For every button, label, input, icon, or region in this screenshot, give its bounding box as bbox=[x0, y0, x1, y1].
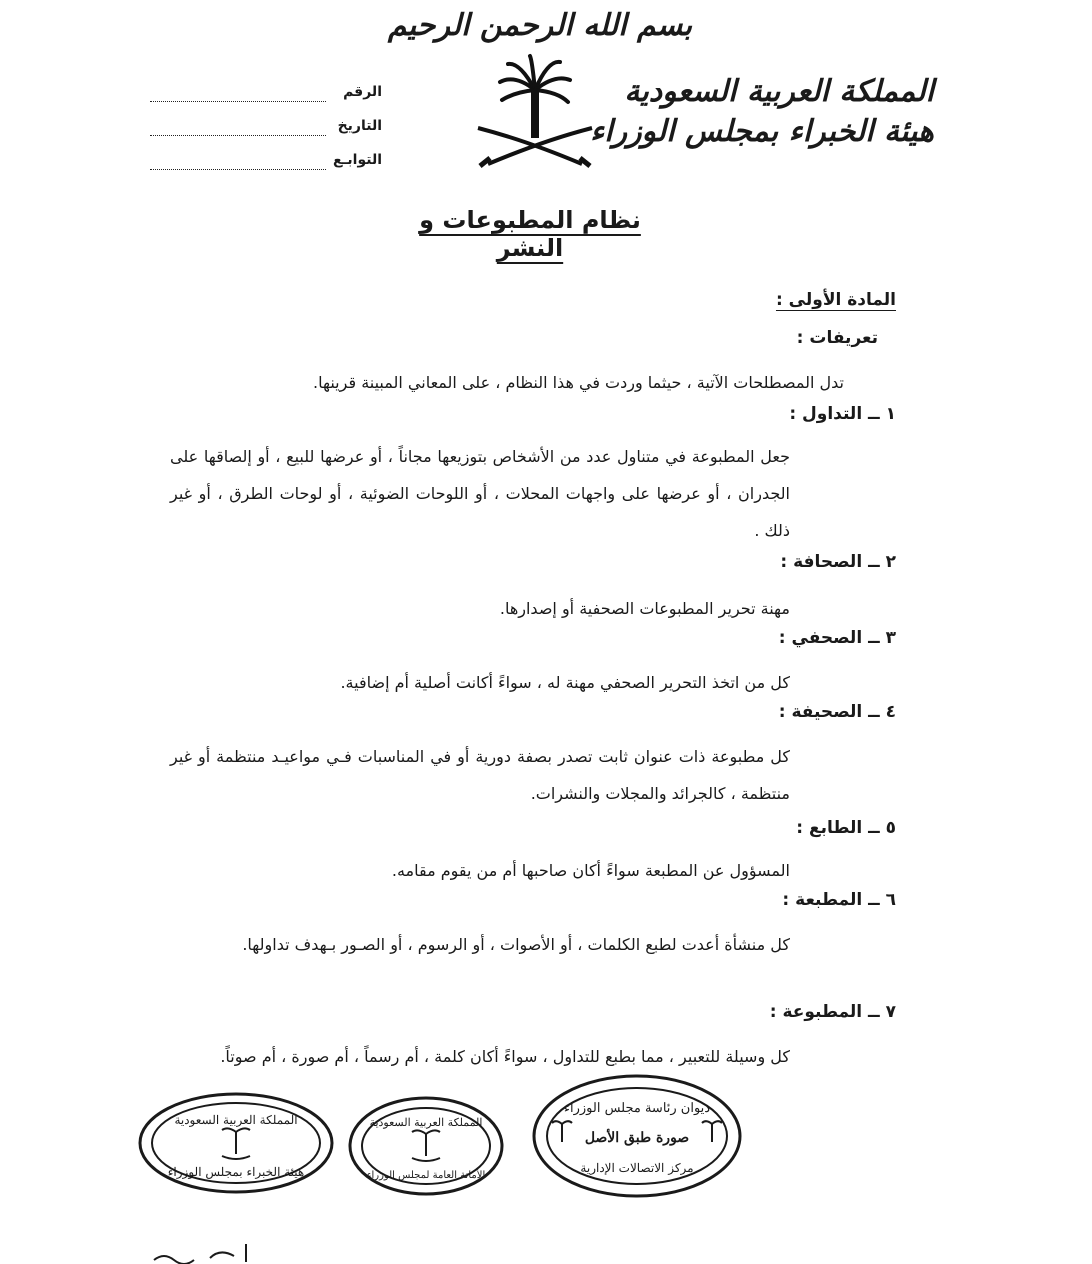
stamp-cabinet-presidency bbox=[530, 1072, 744, 1200]
ministry-line-1: المملكة العربية السعودية bbox=[624, 74, 934, 109]
stamp-text-bottom: الأمانة العامة لمجلس الوزراء bbox=[366, 1170, 486, 1181]
dotted-line bbox=[150, 135, 326, 136]
date-field bbox=[150, 118, 390, 142]
field-label: التاريخ bbox=[337, 118, 382, 134]
definition-term: ٥ ــ الطابع : bbox=[796, 818, 896, 838]
article-heading: المادة الأولى : bbox=[775, 290, 896, 310]
stamp-text-bottom: مركز الاتصالات الإدارية bbox=[580, 1161, 694, 1175]
definition-term: ١ ــ التداول : bbox=[789, 404, 896, 424]
stamp-text-top: ديوان رئاسة مجلس الوزراء bbox=[563, 1101, 711, 1116]
definition-text: المسؤول عن المطبعة سواءً أكان صاحبها أم من يقوم مقامه. bbox=[391, 861, 790, 880]
definition-term: ٣ ــ الصحفي : bbox=[778, 628, 896, 648]
stamp-general-secretariat bbox=[346, 1094, 506, 1198]
ministry-name bbox=[590, 72, 934, 152]
definition-term: ٦ ــ المطبعة : bbox=[782, 890, 896, 910]
field-label: التوابـع bbox=[333, 152, 382, 168]
definitions-heading: تعريفات : bbox=[796, 328, 878, 348]
dotted-line bbox=[150, 101, 326, 102]
stamp-text-top: المملكة العربية السعودية bbox=[174, 1113, 298, 1127]
stamp-text-top: المملكة العربية السعودية bbox=[369, 1116, 483, 1129]
intro-paragraph: تدل المصطلحات الآتية ، حيثما وردت في هذا النظام ، على المعاني المبينة قرينها. bbox=[313, 373, 844, 392]
signature-mark bbox=[150, 1240, 270, 1264]
saudi-emblem-icon bbox=[470, 52, 600, 177]
definition-text: كل من اتخذ التحرير الصحفي مهنة له ، سواءً أكانت أصلية أم إضافية. bbox=[340, 673, 790, 692]
document-title: نظام المطبوعات و النشر bbox=[419, 206, 641, 262]
definition-term: ٢ ــ الصحافة : bbox=[780, 552, 896, 572]
definition-text: مهنة تحرير المطبوعات الصحفية أو إصدارها. bbox=[499, 599, 790, 618]
bismillah-heading: بسم الله الرحمن الرحيم bbox=[387, 8, 693, 43]
definition-text: كل منشأة أعدت لطبع الكلمات ، أو الأصوات ، أو الرسوم ، أو الصـور بـهدف تداولها. bbox=[242, 935, 790, 954]
field-label: الرقم bbox=[343, 84, 382, 100]
attachments-field bbox=[150, 152, 390, 176]
definition-text: كل وسيلة للتعبير ، مما بطبع للتداول ، سواءً أكان كلمة ، أم رسماً ، أم صورة ، أم صوتاً. bbox=[220, 1047, 790, 1066]
stamp-experts-commission bbox=[136, 1090, 336, 1196]
reference-number-field bbox=[150, 84, 390, 108]
stamp-text-bottom: هيئة الخبراء بمجلس الوزراء bbox=[167, 1165, 305, 1179]
dotted-line bbox=[150, 169, 326, 170]
ministry-line-2: هيئة الخبراء بمجلس الوزراء bbox=[590, 114, 934, 149]
definition-text: كل مطبوعة ذات عنوان ثابت تصدر بصفة دورية أو في المناسبات فـي مواعيـد منتظمة أو غير منتظمة ، كالجرائد والمجلات والنشرات. bbox=[170, 747, 790, 803]
stamp-text-center: صورة طبق الأصل bbox=[584, 1130, 690, 1146]
definition-term: ٧ ــ المطبوعة : bbox=[769, 1002, 896, 1022]
definition-text: جعل المطبوعة في متناول عدد من الأشخاص بتوزيعها مجاناً ، أو عرضها للبيع ، أو إلصاقها على الجدران ، أو عرضها على واجهات المحلات ، أو اللوحات الضوئية ، أو لوحات الطرق ، أو غير ذلك . bbox=[170, 447, 790, 540]
definition-term: ٤ ــ الصحيفة : bbox=[778, 702, 896, 722]
